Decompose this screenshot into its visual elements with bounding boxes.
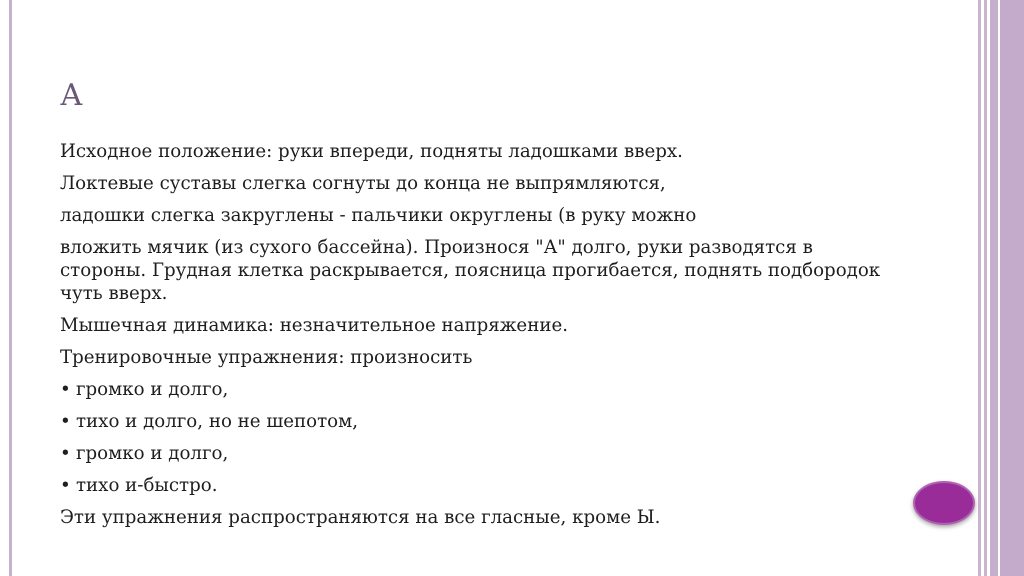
slide-title: А	[60, 78, 84, 113]
list-item	[60, 410, 890, 433]
paragraph-exercises: Тренировочные упражнения: произносить	[60, 347, 473, 368]
right-stripe-4	[1000, 0, 1024, 576]
paragraph-muscle-dynamics: Мышечная динамика: незначительное напряжение.	[60, 315, 568, 336]
bullet-icon: •	[60, 379, 71, 400]
paragraph-palms: ладошки слегка закруглены - пальчики округлены (в руку можно	[60, 205, 697, 226]
paragraph-elbows: Локтевые суставы слегка согнуты до конца не выпрямляются,	[60, 173, 666, 194]
list-item	[60, 442, 890, 465]
paragraph-start-position: Исходное положение: руки впереди, подняты ладошками вверх.	[60, 141, 683, 162]
list-item	[60, 378, 890, 401]
right-stripe-3	[990, 0, 998, 576]
list-item	[60, 474, 890, 497]
left-decorative-line	[9, 0, 12, 576]
decorative-circle-button[interactable]	[913, 481, 975, 525]
bullet-icon: •	[60, 443, 71, 464]
list-item-text: громко и долго,	[76, 443, 229, 464]
right-stripe-1	[978, 0, 981, 576]
list-item-text: громко и долго,	[76, 379, 229, 400]
right-stripe-2	[984, 0, 987, 576]
slide-body	[60, 140, 890, 538]
bullet-icon: •	[60, 475, 71, 496]
bullet-icon: •	[60, 411, 71, 432]
paragraph-closing: Эти упражнения распространяются на все гласные, кроме Ы.	[60, 507, 661, 528]
paragraph-ball: вложить мячик (из сухого бассейна). Произнося "А" долго, руки разводятся в стороны. Грудная клетка раскрывается, поясница прогибается, поднять подбородок чуть вверх.	[60, 237, 881, 304]
list-item-text: тихо и-быстро.	[76, 475, 218, 496]
list-item-text: тихо и долго, но не шепотом,	[76, 411, 359, 432]
